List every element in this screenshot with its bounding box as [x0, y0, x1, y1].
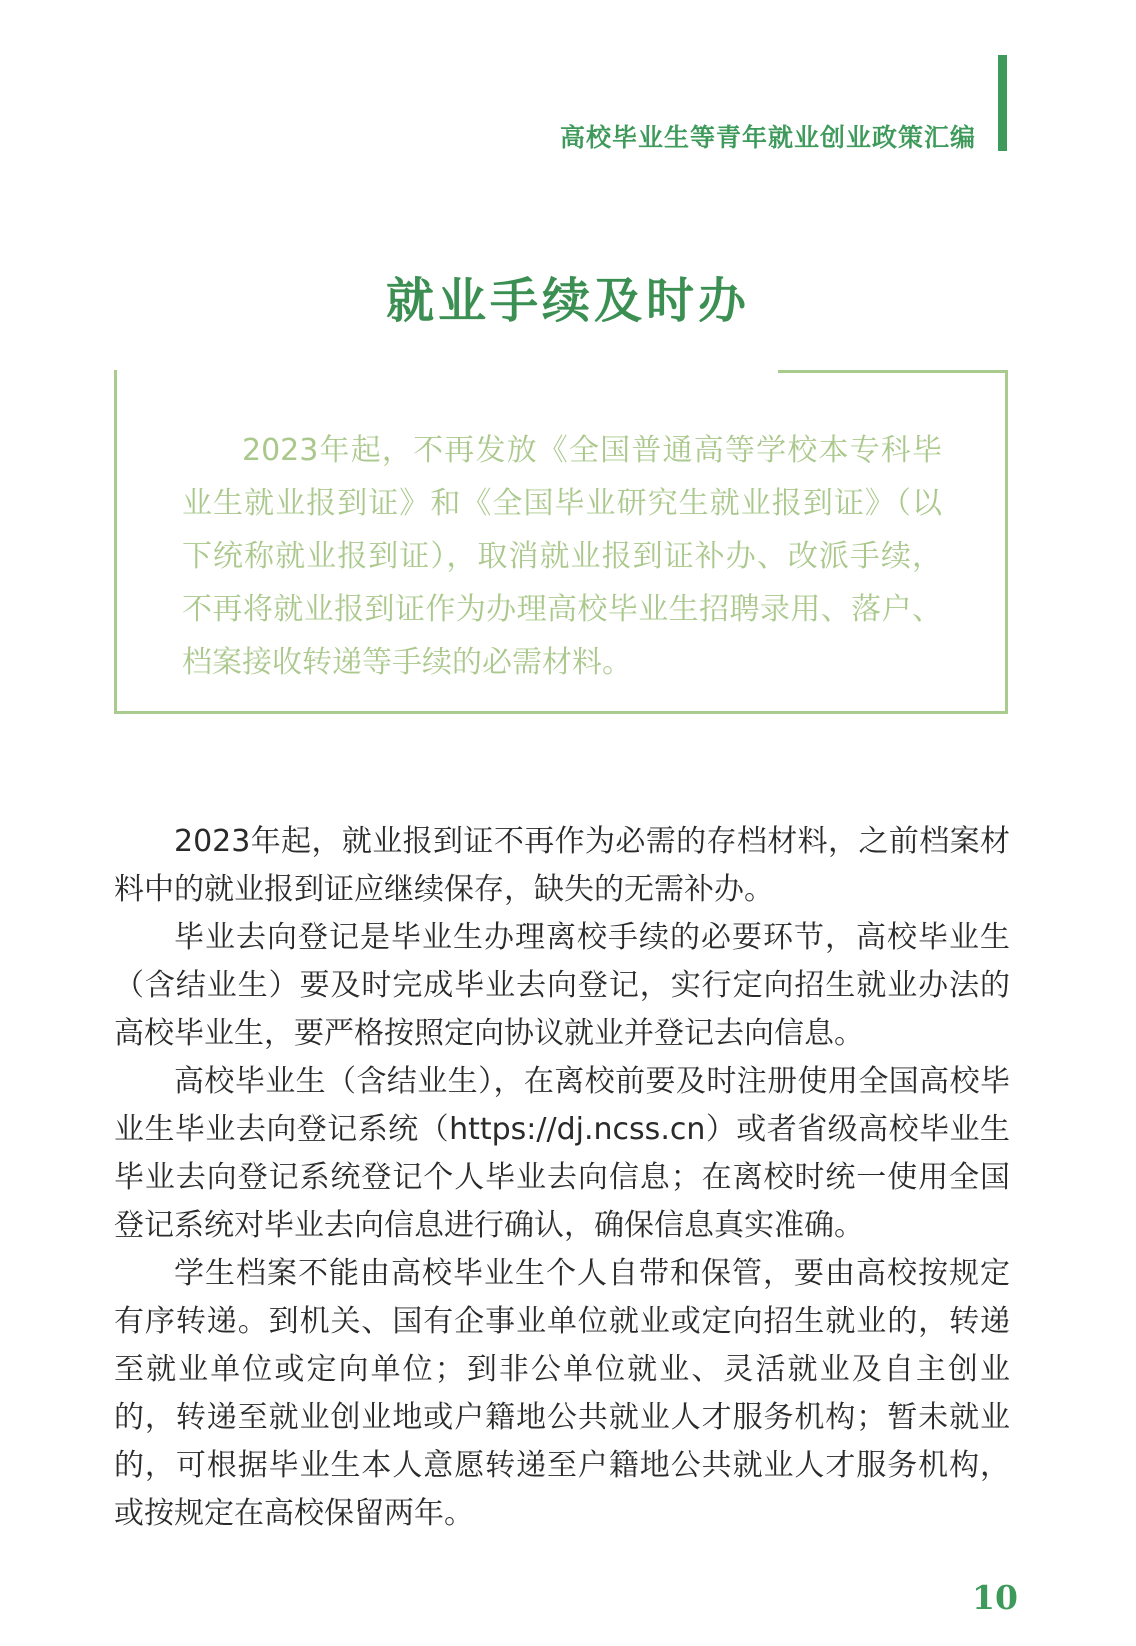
box-border-bottom	[114, 711, 1008, 714]
page-number: 10	[972, 1578, 1018, 1617]
highlight-text-block	[182, 424, 942, 689]
body-text	[114, 818, 1010, 1538]
box-border-left	[114, 370, 117, 714]
body-paragraph: 学生档案不能由高校毕业生个人自带和保管，要由高校按规定有序转递。到机关、国有企事业单位就业或定向招生就业的，转递至就业单位或定向单位；到非公单位就业、灵活就业及自主创业的，转递至就业创业地或户籍地公共就业人才服务机构；暂未就业的，可根据毕业生本人意愿转递至户籍地公共就业人才服务机构，或按规定在高校保留两年。	[114, 1256, 1010, 1531]
box-border-right	[1005, 370, 1008, 714]
body-paragraph: 2023年起，就业报到证不再作为必需的存档材料，之前档案材料中的就业报到证应继续保存，缺失的无需补办。	[114, 824, 1010, 907]
highlight-paragraph: 2023年起，不再发放《全国普通高等学校本专科毕业生就业报到证》和《全国毕业研究生就业报到证》（以下统称就业报到证），取消就业报到证补办、改派手续，不再将就业报到证作为办理高校毕业生招聘录用、落户、档案接收转递等手续的必需材料。	[182, 433, 942, 680]
header-accent-bar	[998, 55, 1007, 151]
running-header: 高校毕业生等青年就业创业政策汇编	[559, 123, 976, 152]
box-border-top	[778, 370, 1008, 373]
page-title: 就业手续及时办	[385, 273, 750, 329]
highlight-box	[114, 370, 1008, 714]
body-paragraph: 毕业去向登记是毕业生办理离校手续的必要环节，高校毕业生（含结业生）要及时完成毕业去向登记，实行定向招生就业办法的高校毕业生，要严格按照定向协议就业并登记去向信息。	[114, 920, 1010, 1051]
body-paragraph: 高校毕业生（含结业生），在离校前要及时注册使用全国高校毕业生毕业去向登记系统（https://dj.ncss.cn）或者省级高校毕业生毕业去向登记系统登记个人毕业去向信息；在离校时统一使用全国登记系统对毕业去向信息进行确认，确保信息真实准确。	[114, 1064, 1010, 1243]
